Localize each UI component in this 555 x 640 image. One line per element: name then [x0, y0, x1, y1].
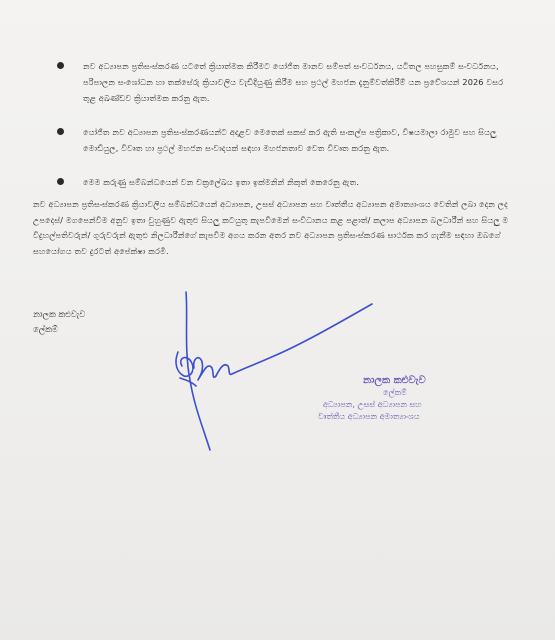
- bullet-dot-icon: [57, 128, 64, 135]
- signer-block: [33, 307, 85, 337]
- bullet-text: යෝජිත නව අධ්‍යාපන ප්‍රතිසංස්කරණයන්ට අදාළව මෙතෙක් සකස් කර ඇති සංකල්ප පත්‍රිකාව, විෂයමාලා රාමුව සහ සියලු මොඩියුල, විවෘත හා ප්‍රථල් මහජන සංවාදයක් සඳහා මහජනතාව වෙත විවෘත කරනු ඇත.: [83, 127, 497, 153]
- stamp-title: ලේකම්: [383, 388, 407, 397]
- bullet-dot-icon: [57, 62, 64, 69]
- bullet-item: [57, 174, 517, 190]
- stamp-ministry-line1: අධ්‍යාපන, උසස් අධ්‍යාපන සහ: [323, 400, 422, 409]
- signer-title: ලේකම්: [33, 324, 58, 334]
- bullet-item: [57, 58, 517, 106]
- bullet-dot-icon: [57, 178, 64, 185]
- stamp-name: නාලක කළුවැව: [363, 375, 426, 386]
- bullet-list: [57, 58, 517, 204]
- stamp-ministry-line2: වෘත්තීය අධ්‍යාපන අමාත්‍යාංශය: [318, 412, 420, 421]
- official-stamp: [285, 375, 426, 423]
- bullet-item: [57, 124, 517, 156]
- closing-paragraph: නව අධ්‍යාපන ප්‍රතිසංස්කරණ ක්‍රියාවලිය සම්බන්ධයෙන් අධ්‍යාපන, උසස් අධ්‍යාපන සහ වෘත්තීය අධ්‍යාපන අමාත්‍යාංශය වෙතින් ලබා දෙන ලද උපදෙස්/ මගපෙන්වීම අනුව ඉතා වුහුණුව ඇතුළු සියලු කටයුතු කැපවීමෙන් සංවිධානය කළ පළාත්/ කලාප අධ්‍යාපන බලධාරීන් සහ සියලු ම විදුහල්පතිවරුන්/ ගුරුවරුන් ඇතුළු නිලධාරීන්ගේ කැපවීම අගය කරන අතර නව අධ්‍යාපන ප්‍රතිසංස්කරණ සාර්ථක කර ගැනීම සඳහා ඔබගේ සහයෝගය තව දුරටත් අපේක්ෂා කරමි.: [33, 199, 509, 256]
- bullet-text: මෙම කරුණු සම්බන්ධයෙන් වන චක්‍රලේඛය ඉතා ඉක්මනින් නිකුත් කෙරෙනු ඇත.: [83, 177, 360, 187]
- handwritten-signature: [172, 290, 377, 455]
- bullet-text: නව අධ්‍යාපන ප්‍රතිසංස්කරණ යටතේ ක්‍රියාත්මක කිරීමට යෝජිත මානව සම්පත් සංවර්ධනය, යටිතල පහසුකම් සංවර්ධනය, පරිපාලන සංශෝධන හා තක්සේරු ක්‍රියාවලිය වැඩිදියුණු කිරීම සහ ප්‍රථල් මහජන දැනුම්වත්කිරීම් යන ප්‍රවේශයන් 2026 වසර තුළ අඛණ්ඩව ක්‍රියාත්මක කරනු ඇත.: [83, 61, 504, 103]
- signer-name: නාලක කළුවැව: [33, 309, 86, 319]
